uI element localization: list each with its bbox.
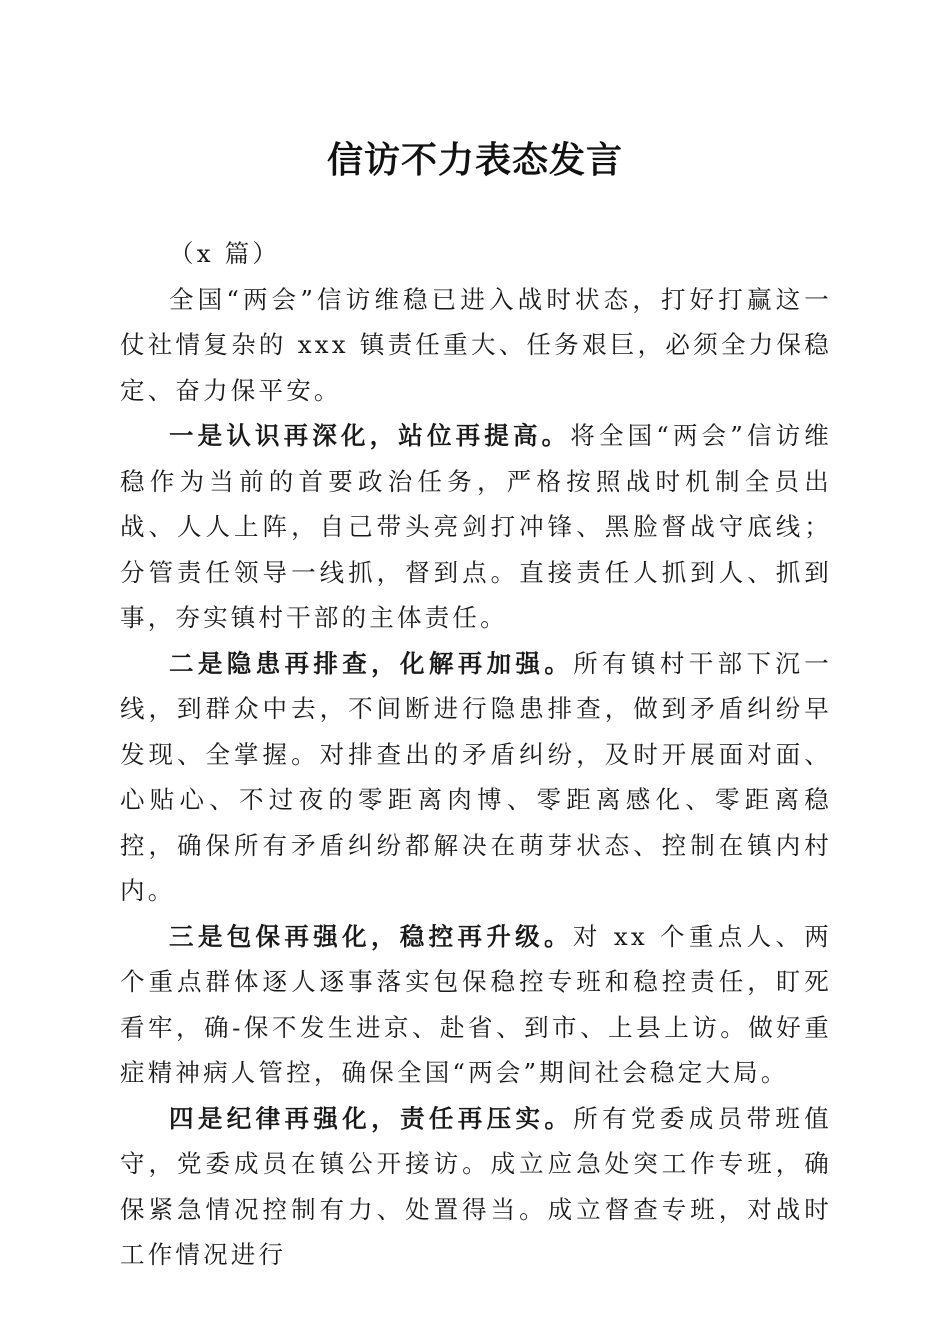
paragraph-2-lead: 二是隐患再排查，化解再加强。 (169, 648, 574, 678)
paragraph-1 (120, 413, 832, 641)
subtitle: （x 篇） (169, 239, 281, 268)
paragraph-1-text: 将全国“两会”信访维稳作为当前的首要政治任务，严格按照战时机制全员出战、人人上阵，自己带头亮剑打冲锋、黑脸督战守底线；分管责任领导一线抓，督到点。直接责任人抓到人、抓到事，夯实镇村干部的主体责任。 (120, 421, 832, 632)
intro-paragraph: 全国“两会”信访维稳已进入战时状态，打好打赢这一仗社情复杂的 xxx 镇责任重大、任务艰巨，必须全力保稳定、奋力保平安。 (120, 284, 832, 405)
paragraph-4-lead: 四是纪律再强化，责任再压实。 (169, 1103, 574, 1133)
document-body (120, 231, 832, 1278)
paragraph-3-text: 对 xx 个重点人、两个重点群体逐人逐事落实包保稳控专班和稳控责任，盯死看牢，确-保不发生进京、赴省、到市、上县上访。做好重症精神病人管控，确保全国“两会”期间社会稳定大局。 (120, 921, 832, 1087)
paragraph-4-text: 所有党委成员带班值守，党委成员在镇公开接访。成立应急处突工作专班，确保紧急情况控制有力、处置得当。成立督查专班，对战时工作情况进行 (120, 1103, 832, 1269)
paragraph-1-lead: 一是认识再深化，站位再提高。 (169, 421, 571, 450)
paragraph-2 (120, 641, 832, 914)
document-title: 信访不力表态发言 (326, 139, 623, 181)
paragraph-4 (120, 1096, 832, 1278)
paragraph-3 (120, 914, 832, 1096)
paragraph-2-text: 所有镇村干部下沉一线，到群众中去，不间断进行隐患排查，做到矛盾纠纷早发现、全掌握。对排查出的矛盾纠纷，及时开展面对面、心贴心、不过夜的零距离肉博、零距离感化、零距离稳控，确保所有矛盾纠纷都解决在萌芽状态、控制在镇内村内。 (120, 648, 832, 905)
paragraph-3-lead: 三是包保再强化，稳控再升级。 (169, 921, 573, 951)
